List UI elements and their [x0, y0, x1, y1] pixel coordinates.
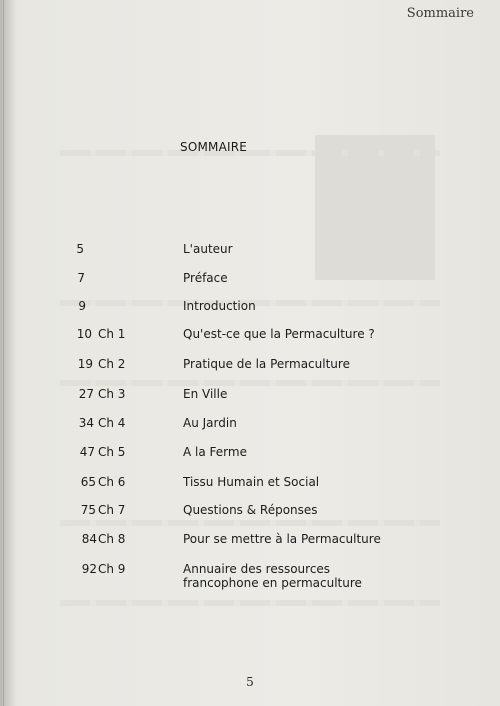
toc-label: Qu'est-ce que la Permaculture ? — [183, 327, 375, 341]
toc-page-number: 84 — [81, 532, 97, 546]
toc-label: Pratique de la Permaculture — [183, 357, 350, 371]
toc-label: Questions & Réponses — [183, 503, 318, 517]
toc-page-number: 9 — [78, 299, 86, 313]
toc-label: Pour se mettre à la Permaculture — [183, 532, 381, 546]
toc-chapter: Ch 9 — [98, 562, 126, 576]
toc-page-number: 47 — [79, 445, 95, 459]
toc-chapter: Ch 7 — [98, 503, 126, 517]
toc-page-number: 34 — [78, 416, 94, 430]
toc-page-number: 27 — [78, 387, 94, 401]
toc-label: Annuaire des ressources francophone en permaculture — [183, 562, 362, 590]
toc-label: A la Ferme — [183, 445, 247, 459]
toc-page-number: 19 — [77, 357, 93, 371]
toc-page-number: 65 — [80, 475, 96, 489]
toc-page-number: 7 — [77, 271, 85, 285]
toc-page-number: 92 — [81, 562, 97, 576]
toc-chapter: Ch 4 — [98, 416, 126, 430]
page-title: SOMMAIRE — [180, 140, 248, 154]
toc-label: Tissu Humain et Social — [183, 475, 320, 489]
toc-label: Introduction — [183, 299, 256, 313]
toc-label: Au Jardin — [183, 416, 237, 430]
toc-chapter: Ch 6 — [98, 475, 126, 489]
running-header: Sommaire — [406, 6, 474, 21]
toc-label: Préface — [183, 271, 228, 285]
toc-chapter: Ch 5 — [98, 445, 126, 459]
toc-page-number: 75 — [80, 503, 96, 517]
toc-page-number: 5 — [76, 242, 84, 256]
toc-label: En Ville — [183, 387, 228, 401]
toc-chapter: Ch 8 — [98, 532, 126, 546]
toc-label: L'auteur — [183, 242, 233, 256]
toc-chapter: Ch 3 — [98, 387, 126, 401]
toc-chapter: Ch 2 — [98, 357, 126, 371]
toc-chapter: Ch 1 — [98, 327, 126, 341]
page-number: 5 — [246, 675, 254, 689]
toc-page-number: 10 — [76, 327, 92, 341]
